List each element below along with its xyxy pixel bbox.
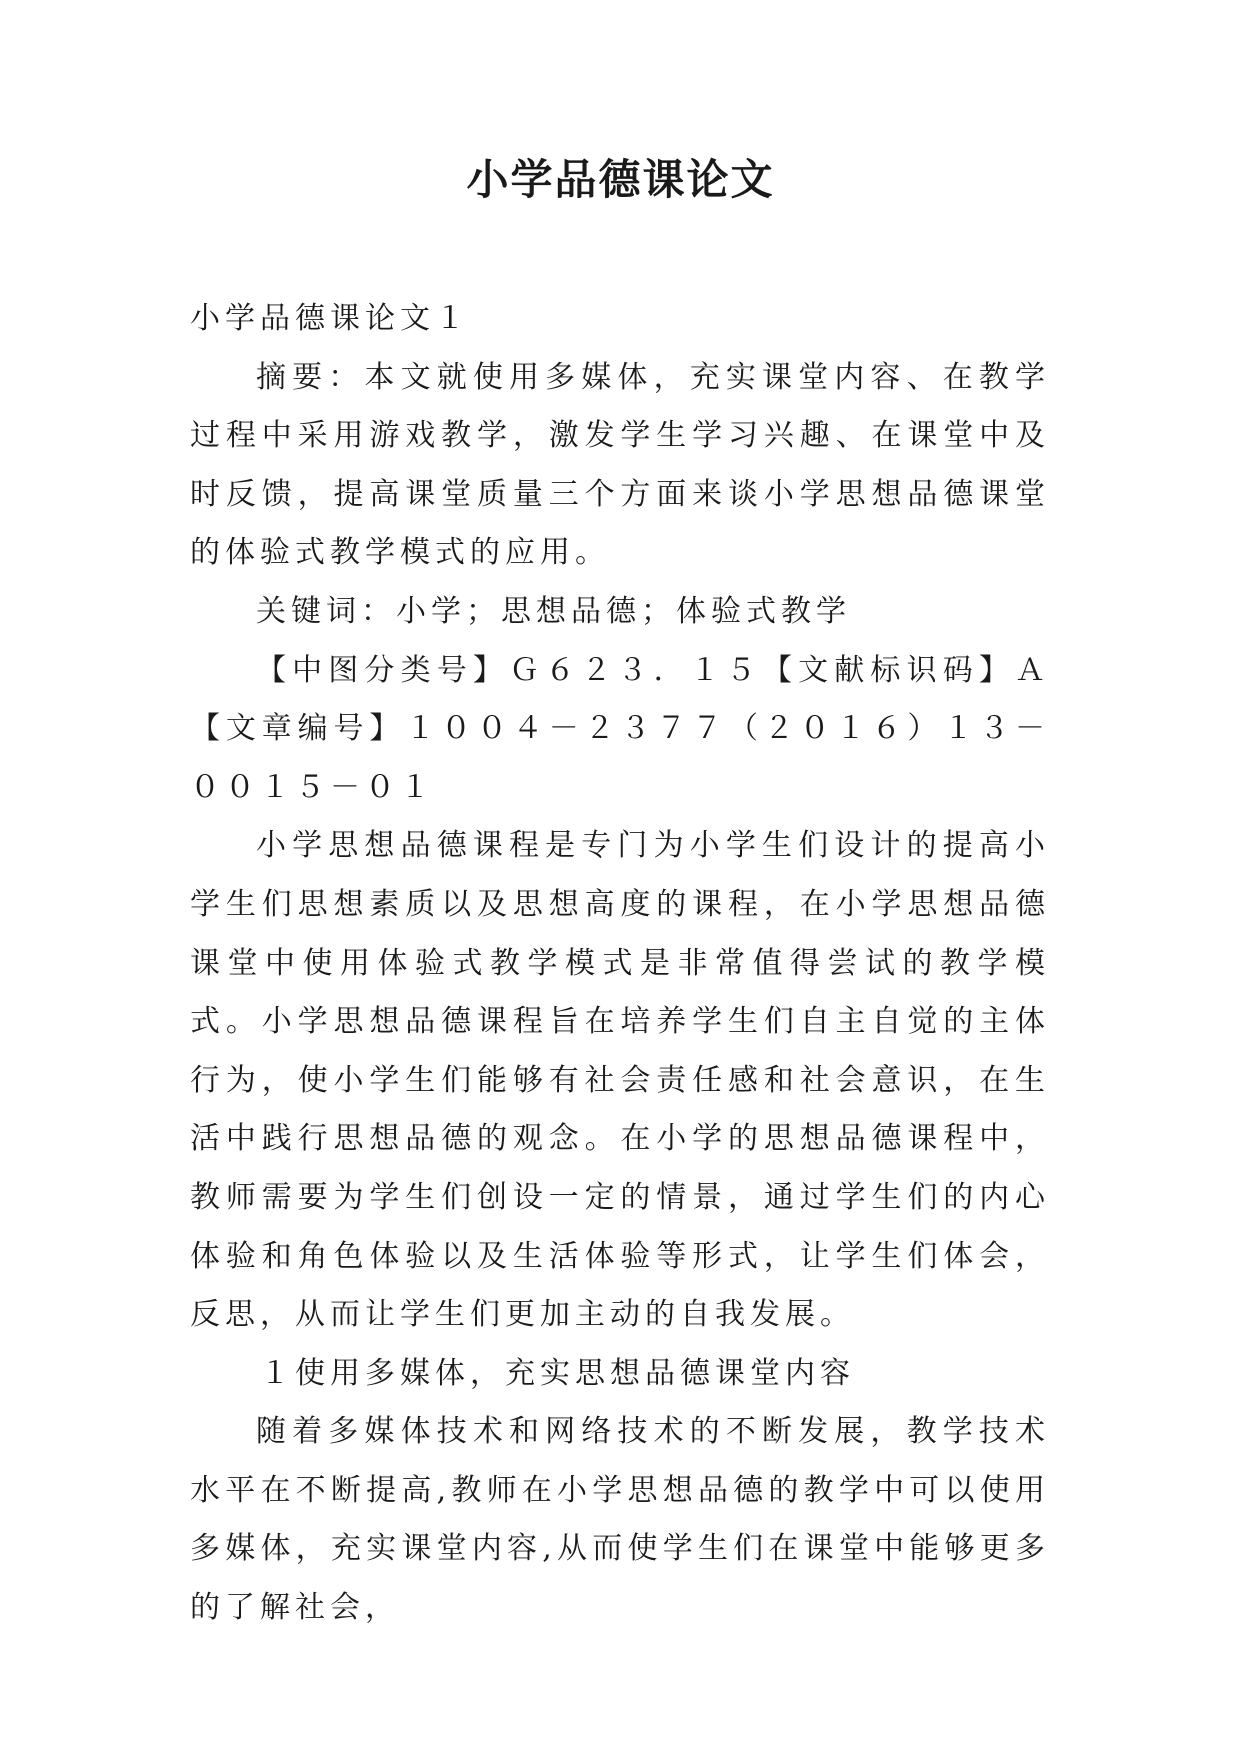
- subsection-heading: １使用多媒体，充实思想品德课堂内容: [260, 1355, 855, 1391]
- body-paragraph: 小学思想品德课程是专门为小学生们设计的提高小学生们思想素质以及思想高度的课程，在小学思想品德课堂中使用体验式教学模式是非常值得尝试的教学模式。小学思想品德课程旨在培养学生们自主自觉的主体行为，使小学生们能够有社会责任感和社会意识，在生活中践行思想品德的观念。在小学的思想品德课程中，教师需要为学生们创设一定的情景，通过学生们的内心体验和角色体验以及生活体验等形式，让学生们体会，反思，从而让学生们更加主动的自我发展。: [190, 828, 1050, 1333]
- document-title: 小学品德课论文: [466, 155, 775, 204]
- body-paragraph: 随着多媒体技术和网络技术的不断发展，教学技术水平在不断提高,教师在小学思想品德的教学中可以使用多媒体，充实课堂内容,从而使学生们在课堂中能够更多的了解社会，: [190, 1414, 1050, 1626]
- section-heading: 小学品德课论文１: [190, 301, 470, 336]
- classification-paragraph: 【中图分类号】Ｇ６２３．１５【文献标识码】Ａ【文章编号】１００４－２３７７（２０１６）１３－００１５－０１: [190, 652, 1050, 805]
- keywords-paragraph: 关键词：小学；思想品德；体验式教学: [256, 593, 851, 629]
- abstract-paragraph: 摘要：本文就使用多媒体，充实课堂内容、在教学过程中采用游戏教学，激发学生学习兴趣、在课堂中及时反馈，提高课堂质量三个方面来谈小学思想品德课堂的体验式教学模式的应用。: [190, 359, 1050, 571]
- document-body: [190, 290, 1050, 1638]
